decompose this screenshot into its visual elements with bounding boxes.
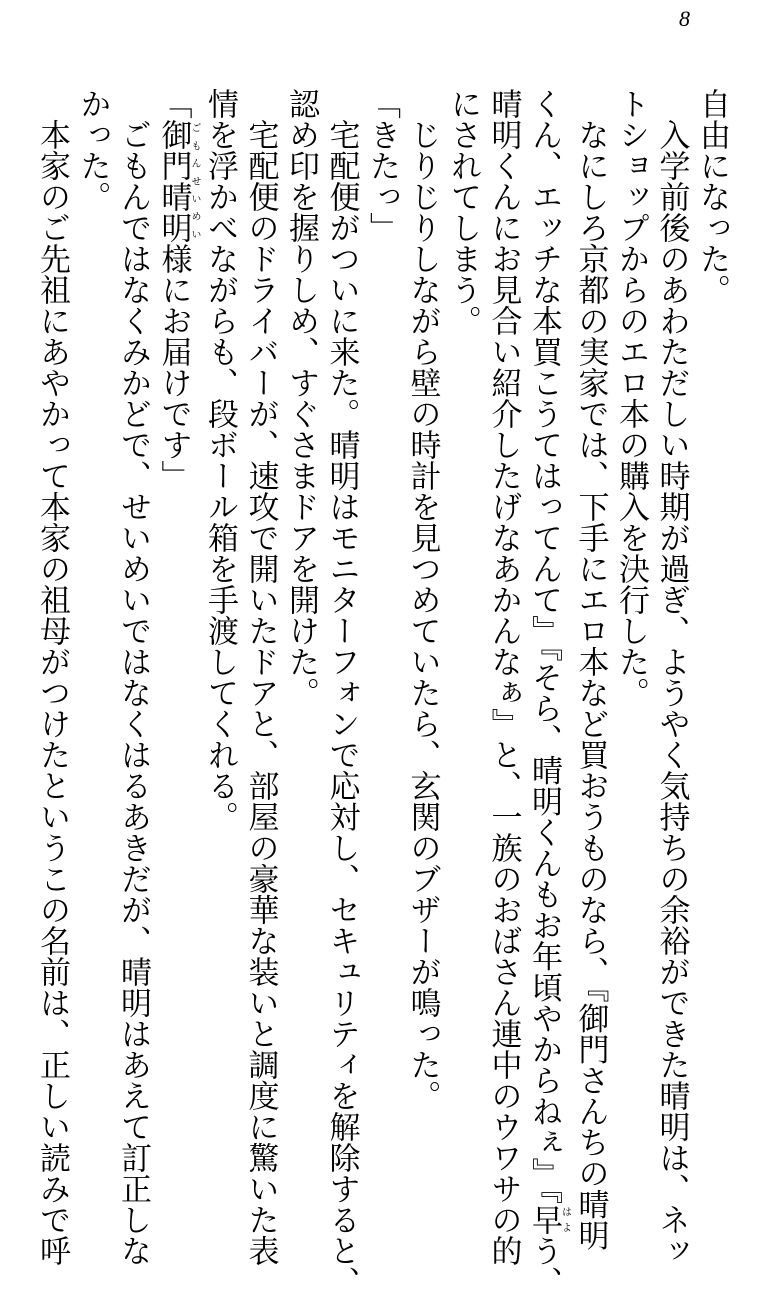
text-line: にされてしまう。 (445, 88, 481, 336)
vertical-text-body (34, 88, 732, 1297)
text-line: くん、エッチな本買こうてはってんて』『そら、晴明くんもお年頃やからねぇ』『早はよう、 (526, 88, 571, 1297)
ruby-word: 早はよ (526, 1204, 571, 1235)
text-line: じりじりしながら壁の時計を見つめていたら、玄関のブザーが鳴った。 (404, 88, 441, 1111)
text-line: トショップからのエロ本の購入を決行した。 (613, 88, 649, 708)
text-line: 晴明くんにお見合い紹介したげなあかんなぁ』と、一族のおばさん連中のウワサの的 (485, 88, 522, 1266)
text-line: なにしろ京都の実家では、下手にエロ本など買おうものなら、『御門さんちの晴明 (572, 88, 609, 1251)
text-line: 「御門晴明ごもんせいめい様にお届けです」 (155, 88, 200, 491)
page-number: 8 (679, 6, 690, 31)
text-line: 認め印を握りしめ、すぐさまドアを開けた。 (283, 88, 319, 708)
ruby-word: 御門晴明ごもんせいめい (155, 119, 200, 243)
text-line: かった。 (74, 88, 111, 212)
text-line: ごもんではなくみかどで、せいめいではなくはるあきだが、晴明はあえて訂正しな (115, 88, 151, 1266)
text-line: 本家のご先祖にあやかって本家の祖母がつけたというこの名前は、正しい読みで呼 (34, 88, 70, 1266)
text-line: 宅配便のドライバーが、速攻で開いたドアと、部屋の豪華な装いと調度に驚いた表 (242, 88, 279, 1266)
text-line: 入学前後のあわただしい時期が過ぎ、ようやく気持ちの余裕ができた晴明は、ネッ (653, 88, 690, 1266)
text-line: 「きたっ」 (364, 88, 400, 243)
text-line: 宅配便がついに来た。晴明はモニターフォンで応対し、セキュリティを解除すると、 (323, 88, 360, 1297)
text-line: 自由になった。 (694, 88, 730, 305)
text-line: 情を浮かべながらも、段ボール箱を手渡してくれる。 (202, 88, 238, 832)
